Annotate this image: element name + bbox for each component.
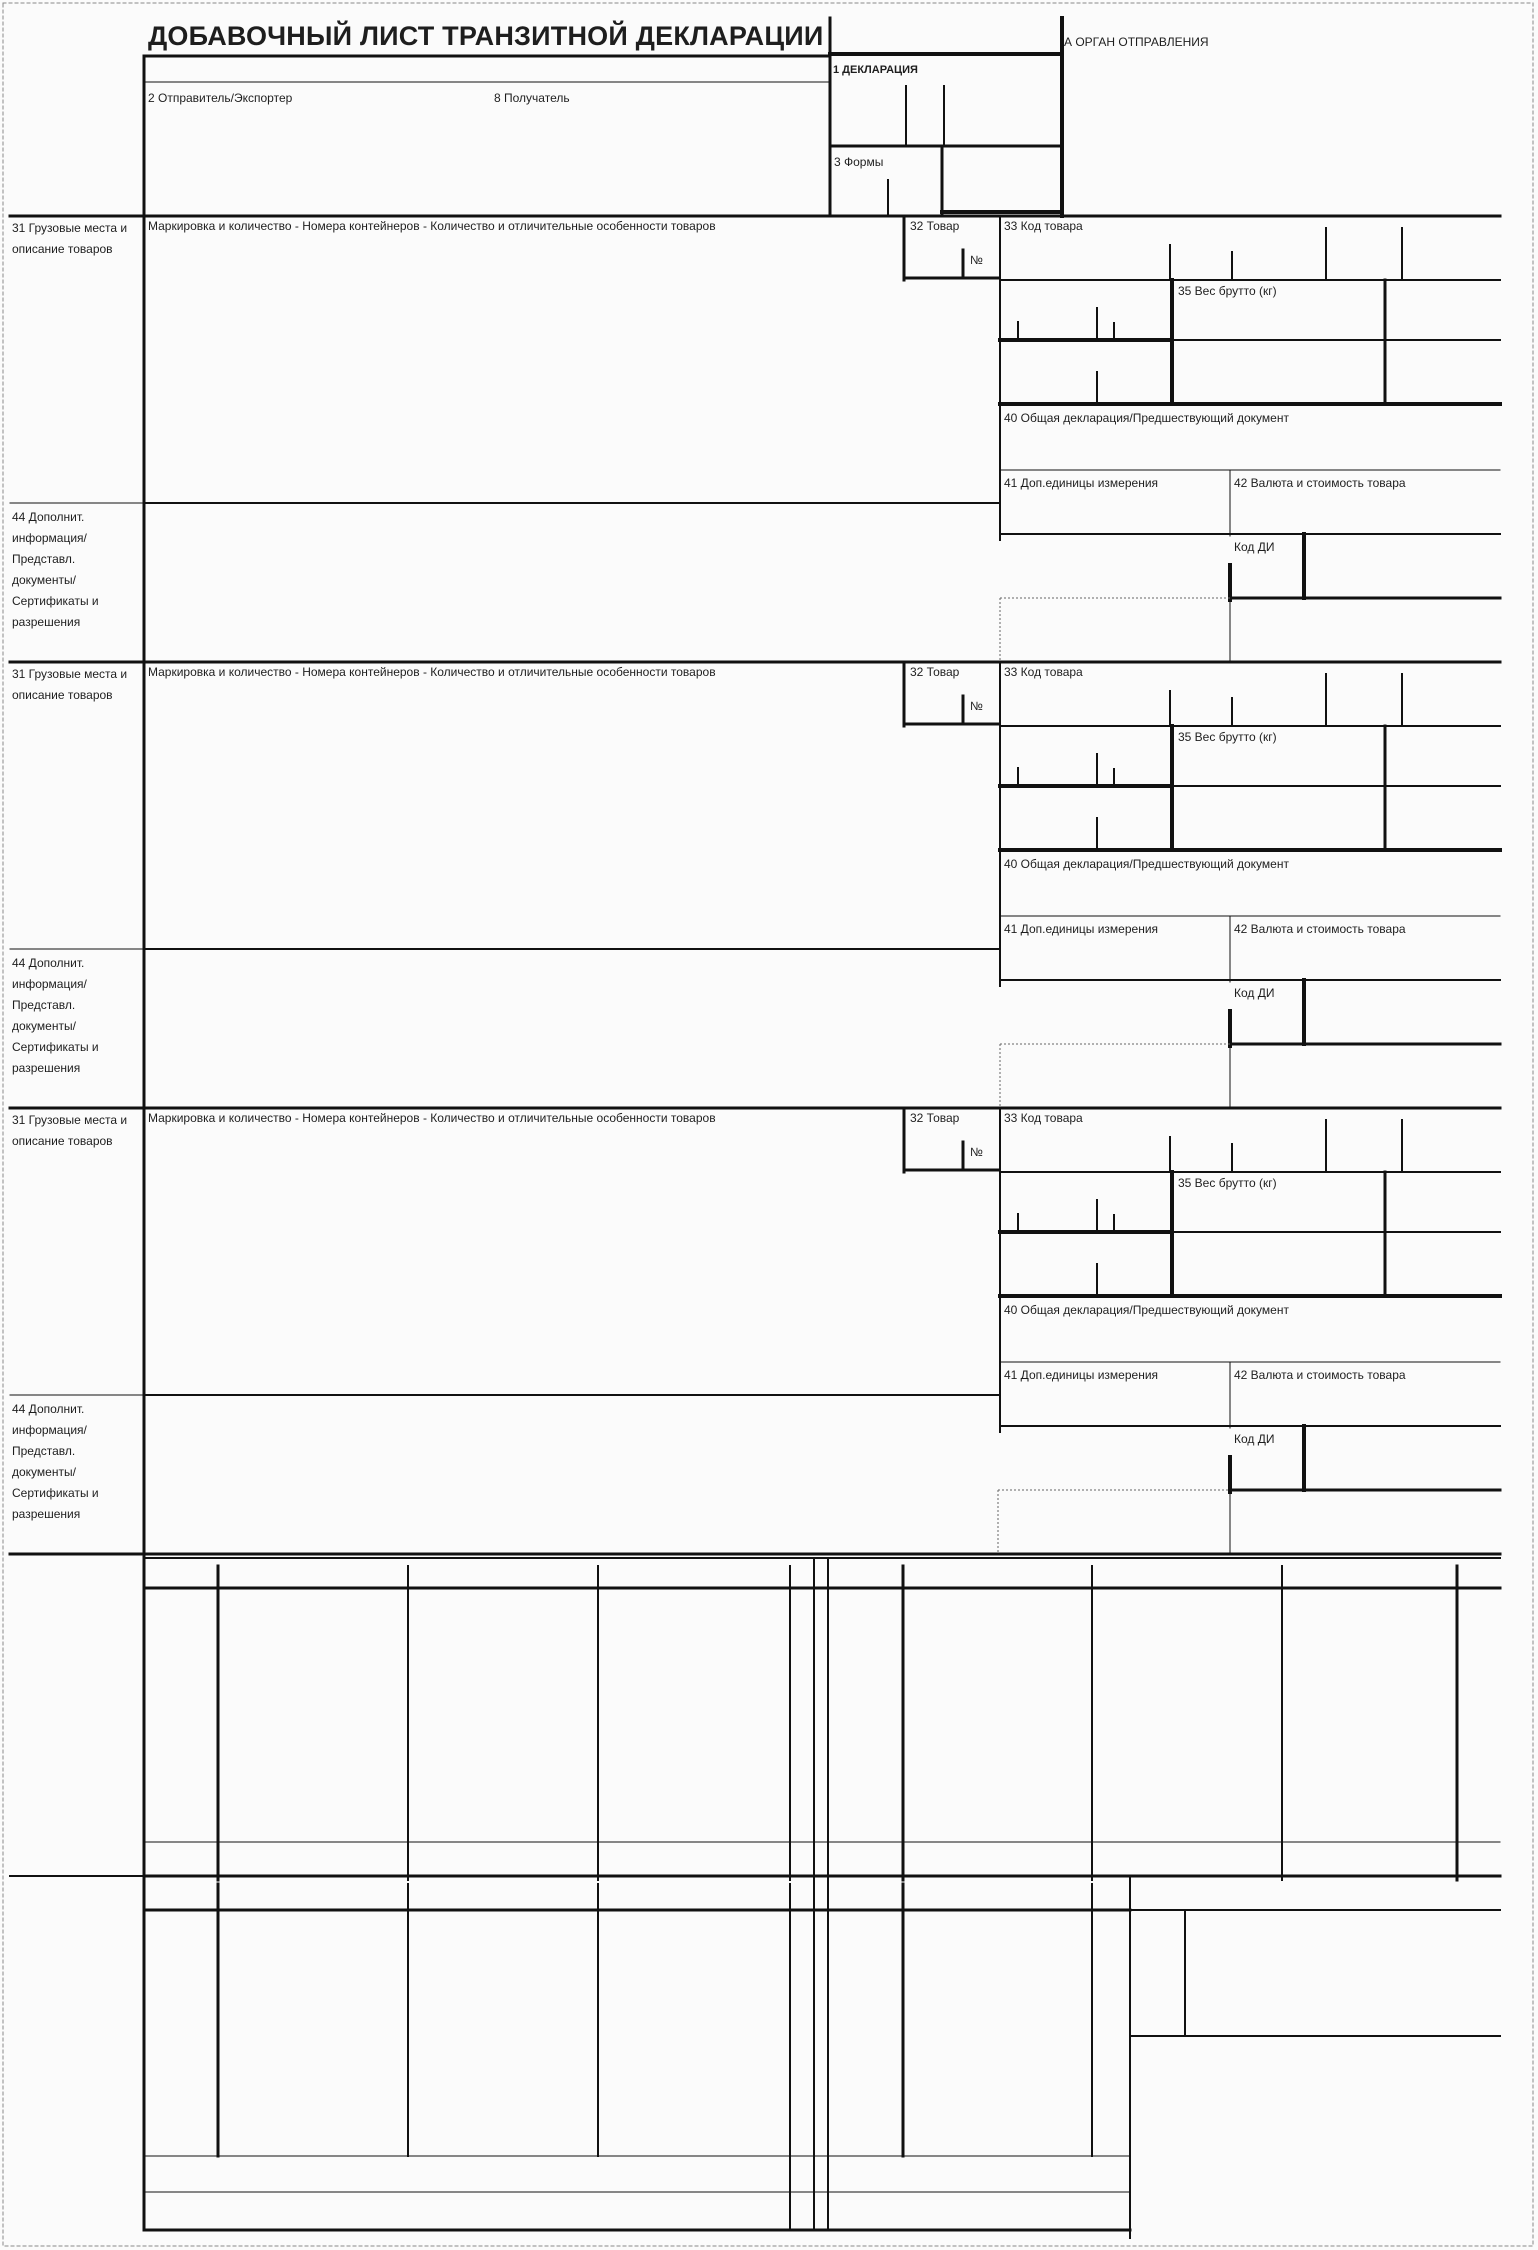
description-label: Маркировка и количество - Номера контейнеров - Количество и отличительные особенности товаров [148, 1111, 716, 1125]
box-40-label: 40 Общая декларация/Предшествующий документ [1004, 411, 1289, 425]
box-44-label: 44 Дополнит. информация/ Представл. документы/ Сертификаты и разрешения [12, 510, 99, 629]
box-1-declaration-label: 1 ДЕКЛАРАЦИЯ [833, 64, 918, 76]
box-32-label: 32 Товар [910, 219, 960, 233]
box-31-label: 31 Грузовые места и описание товаров [12, 1113, 128, 1148]
box-41-label: 41 Доп.единицы измерения [1004, 1368, 1159, 1382]
box-44-label: 44 Дополнит. информация/ Представл. документы/ Сертификаты и разрешения [12, 1402, 99, 1521]
box-a-departure-office-label: А ОРГАН ОТПРАВЛЕНИЯ [1064, 35, 1209, 49]
box-33-label: 33 Код товара [1004, 1111, 1083, 1125]
box-33-label: 33 Код товара [1004, 665, 1083, 679]
box-31-label: 31 Грузовые места и описание товаров [12, 221, 128, 256]
description-label: Маркировка и количество - Номера контейнеров - Количество и отличительные особенности товаров [148, 219, 716, 233]
box-32-number-label: № [970, 699, 983, 713]
box-44-label: 44 Дополнит. информация/ Представл. документы/ Сертификаты и разрешения [12, 956, 99, 1075]
box-35-label: 35 Вес брутто (кг) [1178, 1176, 1277, 1190]
box-32-label: 32 Товар [910, 665, 960, 679]
box-32-label: 32 Товар [910, 1111, 960, 1125]
box-40-label: 40 Общая декларация/Предшествующий документ [1004, 1303, 1289, 1317]
box-32-number-label: № [970, 253, 983, 267]
kod-di-label: Код ДИ [1234, 1432, 1275, 1446]
kod-di-label: Код ДИ [1234, 986, 1275, 1000]
box-42-label: 42 Валюта и стоимость товара [1234, 922, 1406, 936]
box-42-label: 42 Валюта и стоимость товара [1234, 1368, 1406, 1382]
kod-di-label: Код ДИ [1234, 540, 1275, 554]
box-41-label: 41 Доп.единицы измерения [1004, 476, 1159, 490]
box-31-label: 31 Грузовые места и описание товаров [12, 667, 128, 702]
box-41-label: 41 Доп.единицы измерения [1004, 922, 1159, 936]
box-40-label: 40 Общая декларация/Предшествующий документ [1004, 857, 1289, 871]
box-2-consignor-label: 2 Отправитель/Экспортер [148, 91, 293, 105]
box-8-consignee-label: 8 Получатель [494, 91, 570, 105]
form-title: ДОБАВОЧНЫЙ ЛИСТ ТРАНЗИТНОЙ ДЕКЛАРАЦИИ [148, 21, 824, 51]
box-42-label: 42 Валюта и стоимость товара [1234, 476, 1406, 490]
box-35-label: 35 Вес брутто (кг) [1178, 284, 1277, 298]
box-33-label: 33 Код товара [1004, 219, 1083, 233]
box-35-label: 35 Вес брутто (кг) [1178, 730, 1277, 744]
box-3-forms-label: 3 Формы [834, 155, 884, 169]
description-label: Маркировка и количество - Номера контейнеров - Количество и отличительные особенности товаров [148, 665, 716, 679]
box-32-number-label: № [970, 1145, 983, 1159]
